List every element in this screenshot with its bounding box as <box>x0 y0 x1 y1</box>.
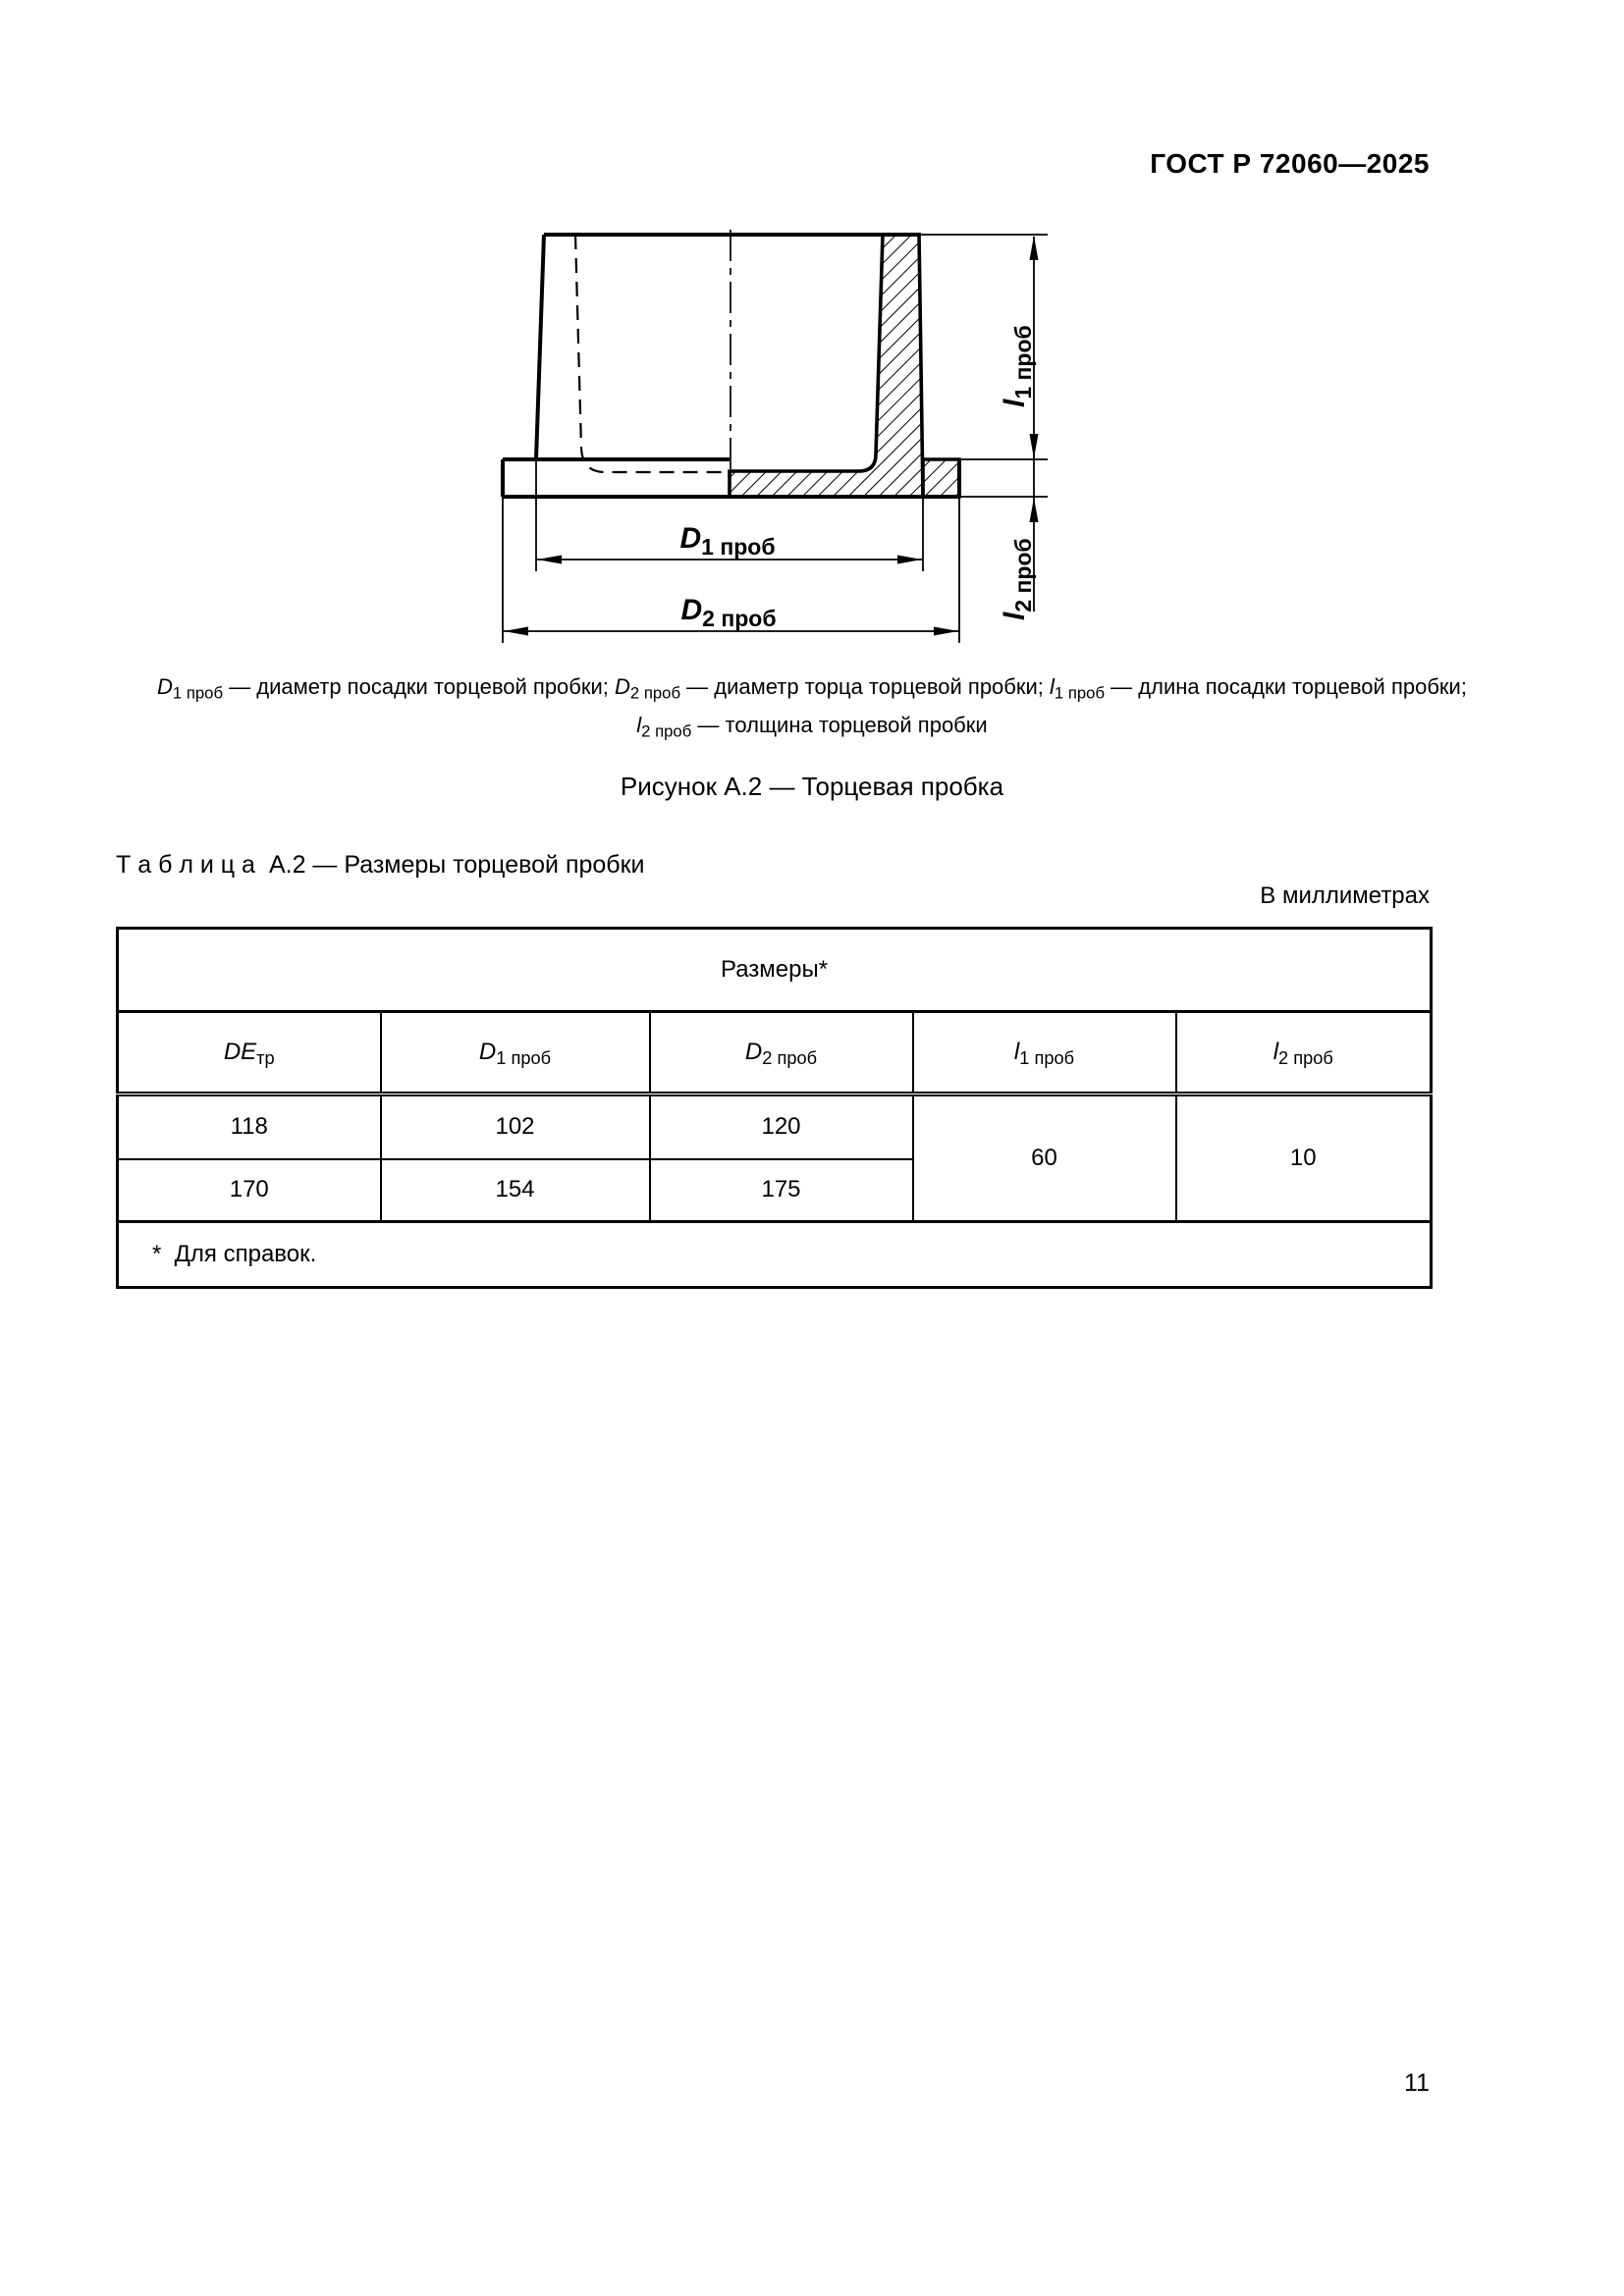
standard-number-header: ГОСТ Р 72060—2025 <box>1150 148 1430 179</box>
dim-label-l2: $l_{2 проб}$ <box>999 538 1036 620</box>
dimension-d2 <box>503 594 959 636</box>
legend-item-l1: $l_{1 проб}$ — длина посадки торцевой пробки; <box>1050 674 1467 703</box>
table-title-word: Т а б л и ц а <box>116 851 255 879</box>
figure-legend-line2 <box>0 713 1624 741</box>
table-footnote: * Для справок. <box>118 1222 1432 1288</box>
table-header-span-cell: Размеры* <box>118 929 1432 1012</box>
technical-drawing <box>471 220 1080 648</box>
hidden-contour-dashed-line <box>575 235 730 472</box>
cell-d1-154: 154 <box>381 1159 650 1222</box>
table-footnote-row <box>118 1222 1432 1288</box>
col-header-l2: $l_{2 проб}$ <box>1176 1012 1432 1095</box>
col-header-l1: $l_{1 проб}$ <box>913 1012 1176 1095</box>
extension-lines <box>503 235 1048 643</box>
dim-label-d2: $D_{2 проб}$ <box>680 594 777 631</box>
col-header-de-tr: $DE_{тр}$ <box>118 1012 381 1095</box>
table-header-span-row <box>118 929 1432 1012</box>
legend-item-d1: $D_{1 проб}$ — диаметр посадки торцевой пробки; <box>157 674 616 703</box>
dimensions-table <box>116 927 1433 1289</box>
table-column-header-row <box>118 1012 1432 1095</box>
table-row <box>118 1095 1432 1159</box>
cell-d2-120: 120 <box>650 1095 913 1159</box>
cell-l2-merged: 10 <box>1176 1095 1432 1222</box>
legend-item-d2: $D_{2 проб}$ — диаметр торца торцевой пробки; <box>615 674 1051 703</box>
cell-de-118: 118 <box>118 1095 381 1159</box>
col-header-d2: $D_{2 проб}$ <box>650 1012 913 1095</box>
cell-l1-merged: 60 <box>913 1095 1176 1222</box>
figure-legend-line1 <box>0 674 1624 703</box>
table-title <box>116 851 645 880</box>
legend-item-l2: $l_{2 проб}$ — толщина торцевой пробки <box>636 713 988 741</box>
cell-d1-102: 102 <box>381 1095 650 1159</box>
cell-d2-175: 175 <box>650 1159 913 1222</box>
figure-caption: Рисунок А.2 — Торцевая пробка <box>620 772 1004 801</box>
units-note: В миллиметрах <box>1260 882 1430 909</box>
dim-label-l1: $l_{1 проб}$ <box>999 325 1036 407</box>
dimension-d1 <box>536 522 923 564</box>
section-hatching <box>730 235 959 497</box>
page-number: 11 <box>1404 2069 1430 2097</box>
dim-label-d1: $D_{1 проб}$ <box>679 522 776 560</box>
col-header-d1: $D_{1 проб}$ <box>381 1012 650 1095</box>
dimension-l1-l2 <box>999 236 1039 620</box>
cell-de-170: 170 <box>118 1159 381 1222</box>
table-title-rest: А.2 — Размеры торцевой пробки <box>268 851 645 879</box>
